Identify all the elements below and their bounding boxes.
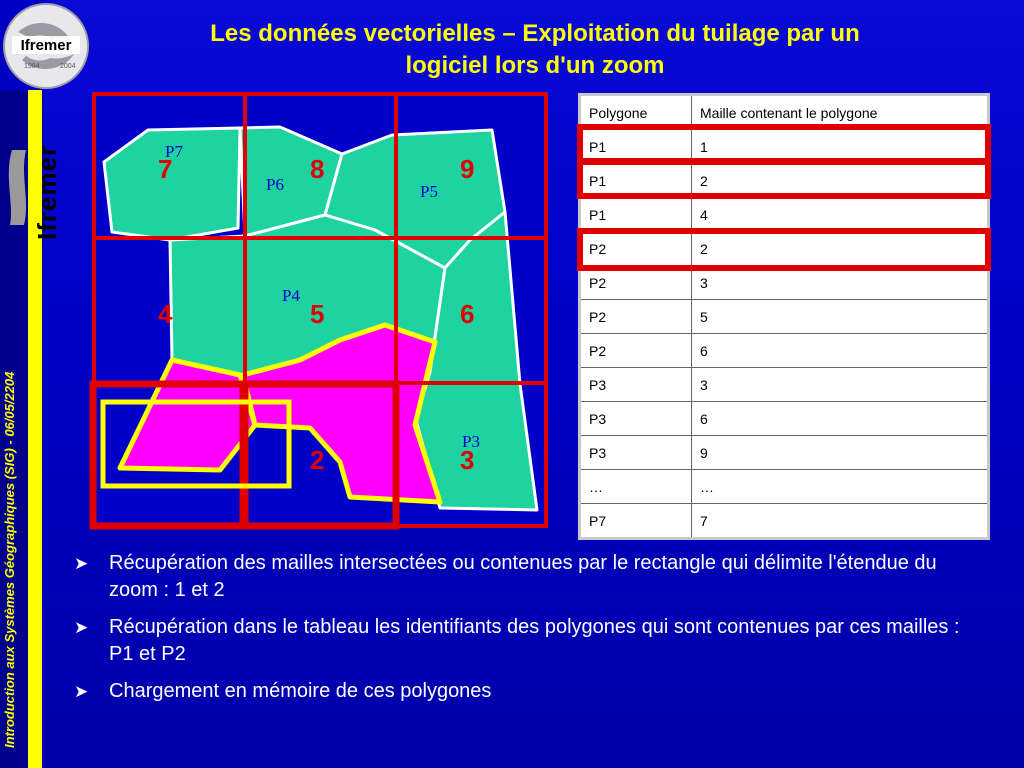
table-cell-polygon: P3	[580, 436, 692, 470]
bullet-item	[72, 550, 972, 604]
polygon-label-p7: P7	[165, 142, 183, 161]
table-row	[580, 164, 989, 198]
cell-number-2: 2	[310, 445, 325, 475]
polygon-label-p5: P5	[420, 182, 438, 201]
cell-number-5: 5	[310, 299, 325, 329]
table-cell-maille: 4	[692, 198, 989, 232]
cell-number-4: 4	[158, 299, 173, 329]
table-cell-polygon: P2	[580, 300, 692, 334]
table-cell-maille: 2	[692, 164, 989, 198]
table-cell-polygon: P1	[580, 130, 692, 164]
table-cell-polygon: P3	[580, 402, 692, 436]
sidebar-brand: Ifremer	[32, 144, 62, 240]
cell-number-8: 8	[310, 154, 325, 184]
table-row	[580, 266, 989, 300]
table-cell-maille: 6	[692, 334, 989, 368]
bullet-item	[72, 614, 972, 668]
title-line-1: Les données vectorielles – Exploitation du tuilage par un	[210, 20, 860, 47]
table-row	[580, 470, 989, 504]
table-cell-maille: 6	[692, 402, 989, 436]
arrowhead-bullet-icon: ➤	[74, 618, 89, 637]
table-row	[580, 368, 989, 402]
bullet-text: Récupération des mailles intersectées ou contenues par le rectangle qui délimite l'étendue du zoom : 1 et 2	[109, 552, 937, 601]
bullet-list	[72, 550, 972, 715]
table-row	[580, 334, 989, 368]
table-cell-polygon: P3	[580, 368, 692, 402]
table-row	[580, 130, 989, 164]
polygon-label-p3: P3	[462, 432, 480, 451]
table-cell-polygon: P2	[580, 334, 692, 368]
tiling-diagram	[80, 88, 560, 548]
table-cell-polygon: P7	[580, 504, 692, 539]
sidebar-globe-silhouette-icon	[9, 150, 26, 225]
polygon-label-p4: P4	[282, 286, 300, 305]
cell-number-3: 3	[460, 445, 475, 475]
table-header-polygone: Polygone	[580, 95, 692, 130]
table-cell-maille: 2	[692, 232, 989, 266]
table-cell-polygon: P1	[580, 198, 692, 232]
cell-number-7: 7	[158, 154, 173, 184]
table-cell-maille: 5	[692, 300, 989, 334]
ifremer-logo	[2, 2, 90, 90]
table-cell-maille: 3	[692, 266, 989, 300]
table-header-maille: Maille contenant le polygone	[692, 95, 989, 130]
bullet-text: Récupération dans le tableau les identifiants des polygones qui sont contenues par ces mailles : P1 et P2	[109, 616, 960, 665]
logo-year-end: 2004	[60, 63, 76, 70]
arrowhead-bullet-icon: ➤	[74, 682, 89, 701]
table-row	[580, 504, 989, 539]
bullet-item	[72, 678, 972, 705]
table-cell-polygon: P1	[580, 164, 692, 198]
table-cell-polygon: P2	[580, 266, 692, 300]
sidebar-caption: Introduction aux Systèmes Géographiques (SIG) - 06/05/2204	[2, 371, 17, 748]
table-cell-maille: 1	[692, 130, 989, 164]
page-title	[120, 18, 950, 82]
arrowhead-bullet-icon: ➤	[74, 554, 89, 573]
table-cell-maille: …	[692, 470, 989, 504]
table-cell-maille: 3	[692, 368, 989, 402]
table-cell-polygon: P2	[580, 232, 692, 266]
bullet-text: Chargement en mémoire de ces polygones	[109, 680, 492, 702]
table-cell-polygon: …	[580, 470, 692, 504]
table-row	[580, 232, 989, 266]
table-header-row	[580, 95, 989, 130]
polygon-label-p6: P6	[266, 175, 284, 194]
polygon-cell-table	[578, 93, 990, 540]
cell-number-9: 9	[460, 154, 475, 184]
cell-number-6: 6	[460, 299, 475, 329]
logo-text: Ifremer	[20, 37, 72, 54]
table-row	[580, 436, 989, 470]
table-row	[580, 300, 989, 334]
table-row	[580, 402, 989, 436]
table-cell-maille: 7	[692, 504, 989, 539]
logo-year-start: 1984	[24, 63, 40, 70]
table-cell-maille: 9	[692, 436, 989, 470]
table-row	[580, 198, 989, 232]
title-line-2: logiciel lors d'un zoom	[405, 52, 665, 79]
